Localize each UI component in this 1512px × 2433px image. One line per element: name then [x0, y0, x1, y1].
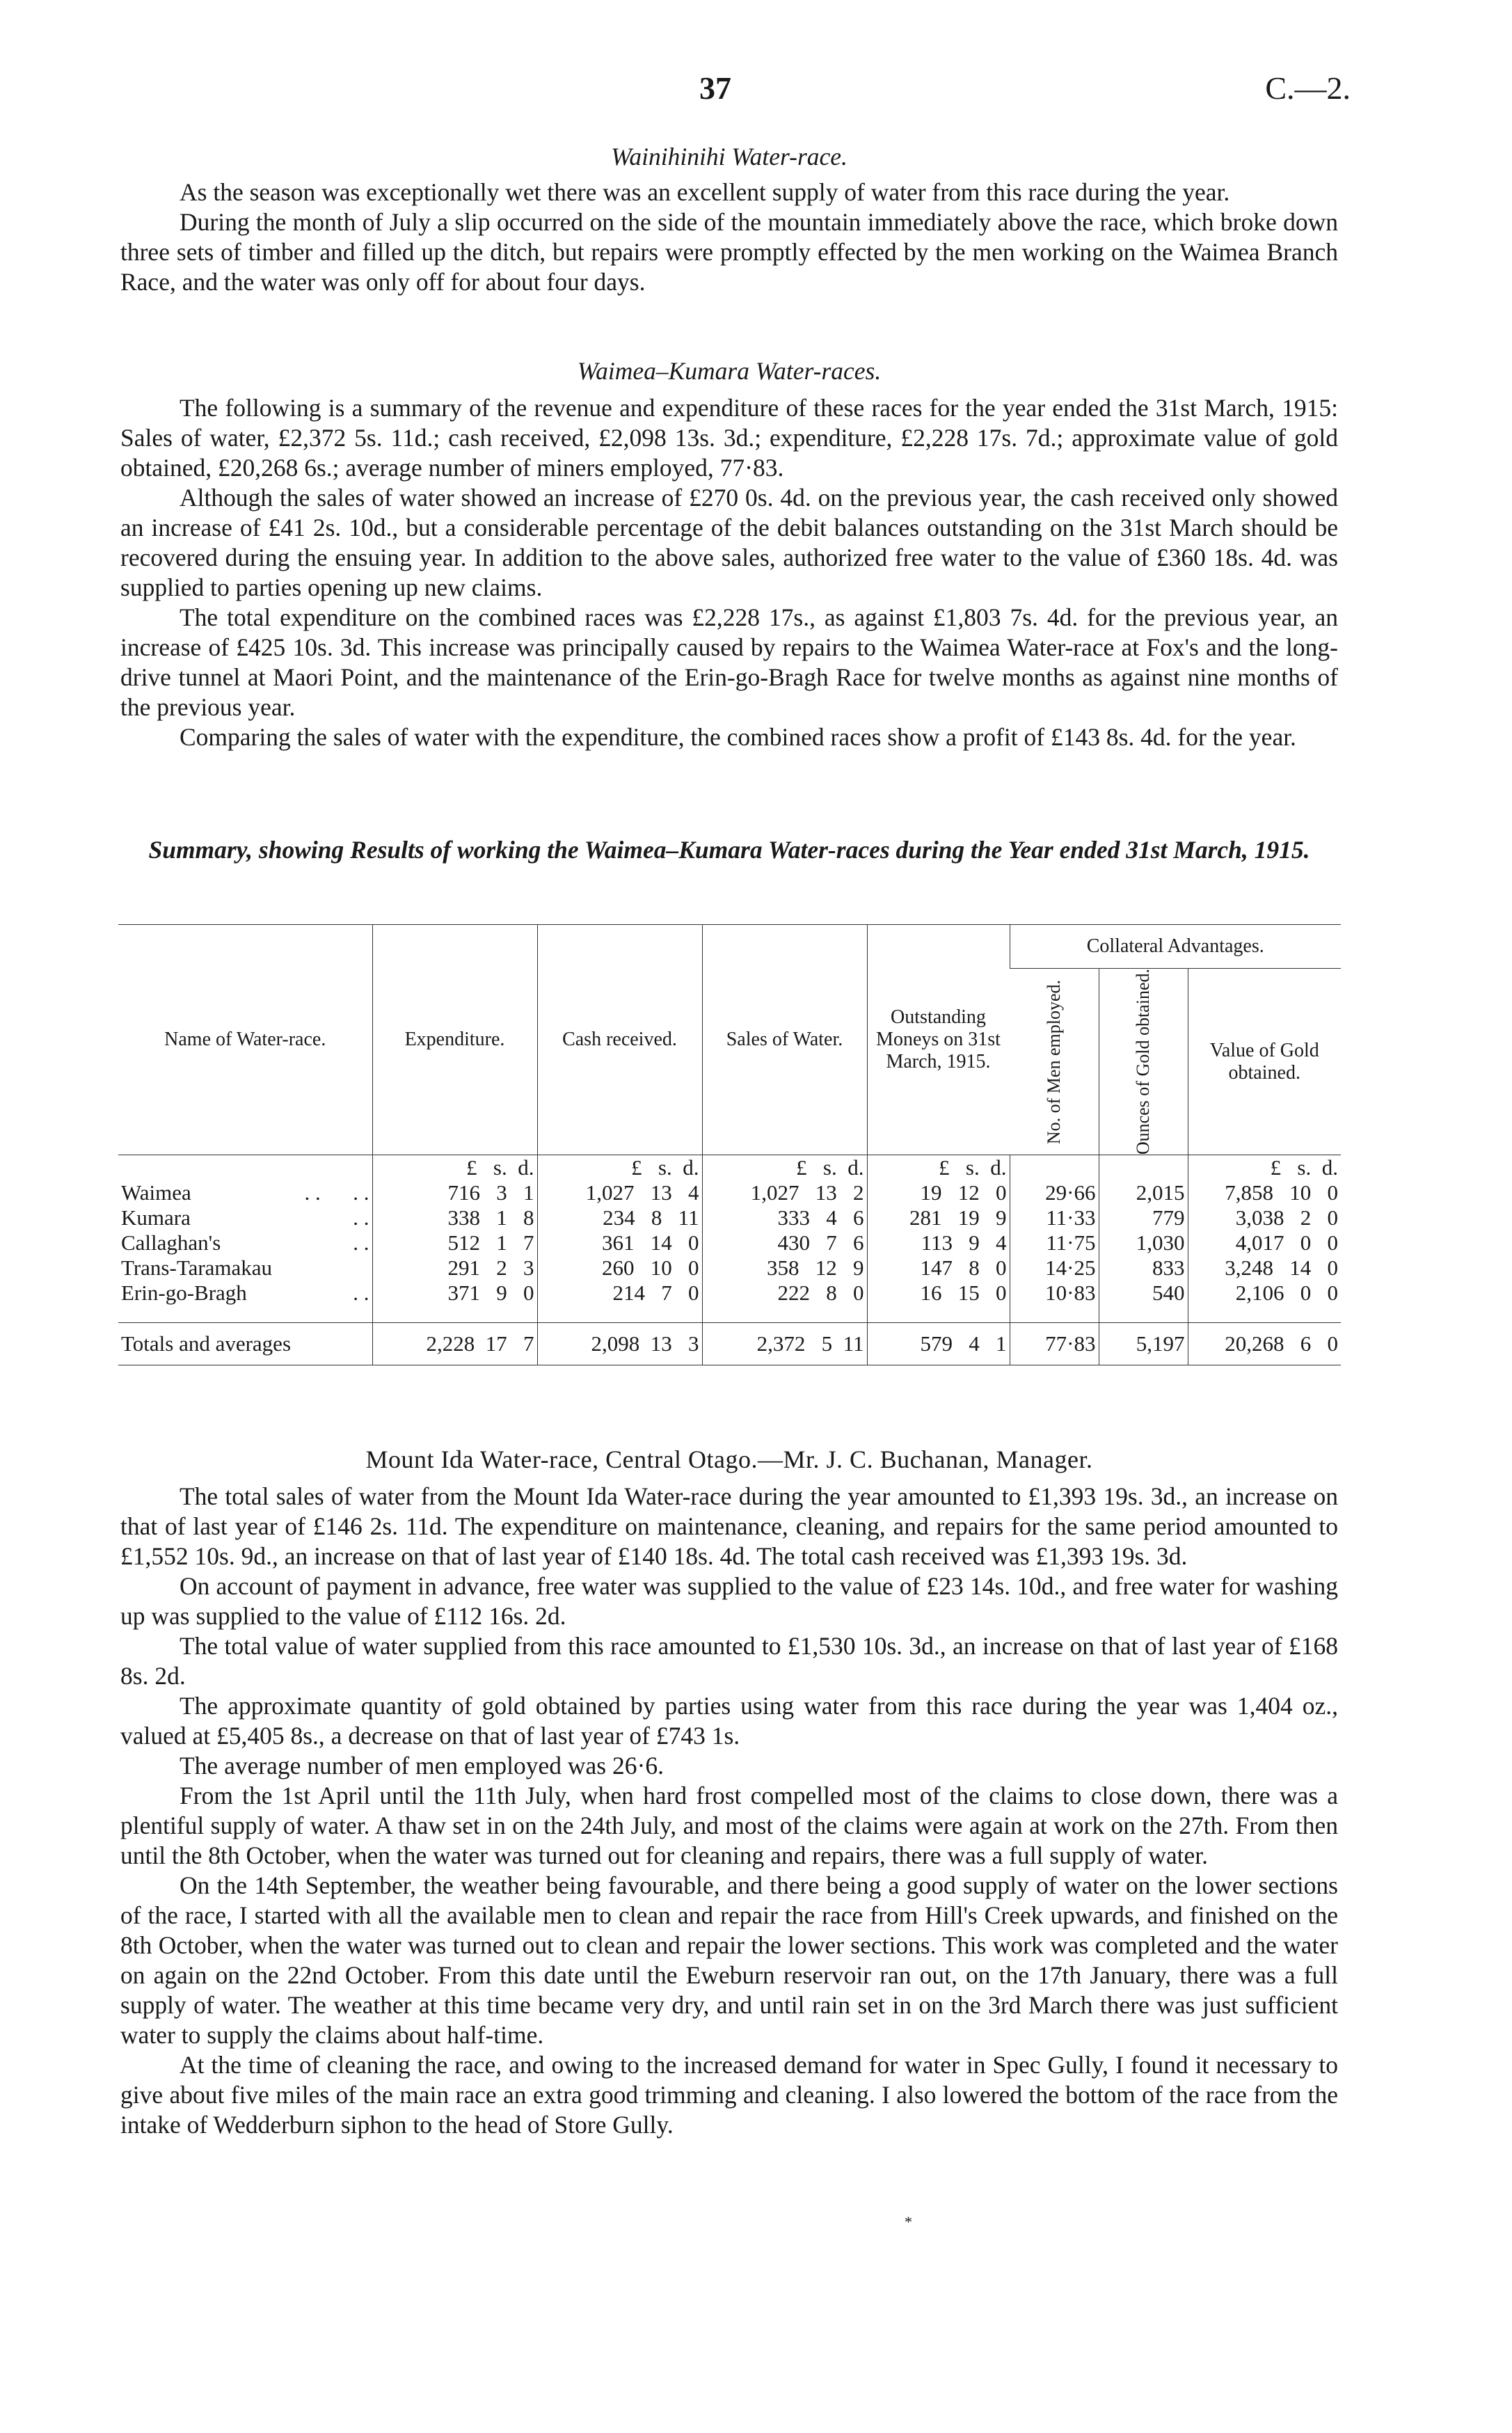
section-waimea-kumara	[120, 356, 1338, 752]
unit-pounds: £	[1270, 1155, 1282, 1180]
unit-shillings: s.	[493, 1155, 507, 1180]
unit-pounds: £	[939, 1155, 950, 1180]
race-name: Trans-Taramakau	[121, 1255, 273, 1281]
men-employed: 11·33	[1010, 1205, 1099, 1230]
table-caption-block	[120, 832, 1338, 867]
race-name: Callaghan's	[121, 1230, 221, 1255]
header-outstanding: Outstanding Moneys on 31st March, 1915.	[867, 925, 1010, 1155]
race-name: Waimea	[121, 1180, 191, 1205]
race-name: Erin-go-Bragh	[121, 1281, 247, 1306]
race-name: Kumara	[121, 1205, 191, 1230]
totals-row: Totals and averages 2,228 17 7 2,098 13 3 2,372 5 11 579 4 1 77·83 5,197 20,268 6 0	[118, 1323, 1341, 1365]
section-title: Mount Ida Water-race, Central Otago.—Mr. J. C. Buchanan, Manager.	[365, 1445, 1093, 1473]
unit-pence: d.	[847, 1155, 864, 1180]
leader-dots: . .	[353, 1281, 369, 1306]
table-row: Waimea . . . . 716 3 1 1,027 13 4 1,027 13 2 19 12 0 29·66 2,015 7,858 10 0	[118, 1180, 1341, 1205]
header-collateral: Collateral Advantages.	[1010, 925, 1341, 969]
unit-pence: d.	[990, 1155, 1007, 1180]
leader-dots: . .	[353, 1230, 369, 1255]
ounces-gold: 1,030	[1099, 1230, 1188, 1255]
unit-shillings: s.	[965, 1155, 980, 1180]
ounces-gold: 779	[1099, 1205, 1188, 1230]
paragraph: The following is a summary of the revenue and expenditure of these races for the year ended the 31st March, 1915: Sales of water, £2,372 5s. 11d.; cash received, £2,098 13s. 3d.; expenditure, £2,228 17s. 7d.; approximate value of gold obtained, £20,268 6s.; average number of miners employed, 77·83.	[120, 394, 1338, 482]
header-men: No. of Men employed.	[1043, 979, 1064, 1144]
ounces-gold: 833	[1099, 1255, 1188, 1281]
section-title: Waimea–Kumara Water-races.	[577, 357, 882, 385]
unit-pounds: £	[796, 1155, 807, 1180]
paragraph: From the 1st April until the 11th July, when hard frost compelled most of the claims to close down, there was a plentiful supply of water. A thaw set in on the 24th July, and most of the claims were again at work on the 27th. From then until the 8th October, when the water was turned out for cleaning and repairs, there was a full supply of water.	[120, 1782, 1338, 1869]
paragraph: On account of payment in advance, free water was supplied to the value of £23 14s. 10d., and free water for washing up was supplied to the value of £112 16s. 2d.	[120, 1572, 1338, 1630]
header-ounces: Ounces of Gold obtained.	[1133, 969, 1153, 1155]
page-number: 37	[699, 70, 731, 106]
paragraph: As the season was exceptionally wet there was an excellent supply of water from this race during the year.	[180, 178, 1230, 206]
leader-dots: . .	[353, 1205, 369, 1230]
units-row	[118, 1155, 1341, 1181]
table-row: Erin-go-Bragh . . 371 9 0 214 7 0 222 8 0 16 15 0 10·83 540 2,106 0 0	[118, 1281, 1341, 1306]
unit-pounds: £	[631, 1155, 642, 1180]
unit-pounds: £	[466, 1155, 477, 1180]
section-title: Wainihinihi Water-race.	[611, 143, 847, 171]
paragraph: The approximate quantity of gold obtained by parties using water from this race during the year was 1,404 oz., valued at £5,405 8s., a decrease on that of last year of £743 1s.	[120, 1692, 1338, 1750]
spacer-row	[118, 1306, 1341, 1323]
paragraph: At the time of cleaning the race, and owing to the increased demand for water in Spec Gully, I found it necessary to give about five miles of the main race an extra good trimming and cleaning. I also lowered the bottom of the race from the intake of Wedderburn siphon to the head of Store Gully.	[120, 2051, 1338, 2139]
header-sales: Sales of Water.	[702, 925, 867, 1155]
paragraph: Although the sales of water showed an increase of £270 0s. 4d. on the previous year, the cash received only showed an increase of £41 2s. 10d., but a considerable percentage of the debit balances outstanding on the 31st March should be recovered during the ensuing year. In addition to the above sales, authorized free water to the value of £360 18s. 4d. was supplied to parties opening up new claims.	[120, 484, 1338, 601]
paragraph: Comparing the sales of water with the expenditure, the combined races show a profit of £143 8s. 4d. for the year.	[180, 723, 1296, 751]
totals-label: Totals and averages	[118, 1323, 372, 1365]
header-value: Value of Gold obtained.	[1188, 969, 1341, 1155]
men-employed: 14·25	[1010, 1255, 1099, 1281]
men-employed: 29·66	[1010, 1180, 1099, 1205]
section-wainihinihi	[120, 142, 1338, 297]
paragraph: The average number of men employed was 26·6.	[180, 1752, 664, 1780]
section-mount-ida	[120, 1445, 1338, 2140]
ounces-gold: 540	[1099, 1281, 1188, 1306]
header-ounces-cell	[1099, 969, 1188, 1155]
paragraph: On the 14th September, the weather being favourable, and there being a good supply of water on the lower sections of the race, I started with all the available men to clean and repair the race from Hill's Creek upwards, and finished on the 8th October, when the water was turned out to clean and repair the lower sections. This work was completed and the water on again on the 22nd October. From this date until the Eweburn reservoir ran out, on the 17th January, there was a full supply of water. The weather at this time became very dry, and until rain set in on the 3rd March there was just sufficient water to supply the claims about half-time.	[120, 1871, 1338, 2049]
header-name: Name of Water-race.	[118, 925, 372, 1155]
paragraph: The total expenditure on the combined races was £2,228 17s., as against £1,803 7s. 4d. for the previous year, an increase of £425 10s. 3d. This increase was principally caused by repairs to the Waimea Water-race at Fox's and the long-drive tunnel at Maori Point, and the maintenance of the Erin-go-Bragh Race for twelve months as against nine months of the previous year.	[120, 603, 1338, 721]
unit-pence: d.	[1321, 1155, 1338, 1180]
header-cash-received: Cash received.	[537, 925, 702, 1155]
table-row: Callaghan's . . 512 1 7 361 14 0 430 7 6 113 9 4 11·75 1,030 4,017 0 0	[118, 1230, 1341, 1255]
page-reference: C.—2.	[1265, 70, 1351, 106]
summary-table	[118, 924, 1341, 1365]
paragraph: During the month of July a slip occurred on the side of the mountain immediately above the race, which broke down three sets of timber and filled up the ditch, but repairs were promptly effected by the men working on the Waimea Branch Race, and the water was only off for about four days.	[120, 208, 1338, 296]
unit-pence: d.	[518, 1155, 534, 1180]
unit-pence: d.	[683, 1155, 699, 1180]
table-row: Trans-Taramakau 291 2 3 260 10 0 358 12 9 147 8 0 14·25 833 3,248 14 0	[118, 1255, 1341, 1281]
totals-ounces: 5,197	[1099, 1323, 1188, 1365]
page-header	[0, 70, 1512, 118]
table-row: Kumara . . 338 1 8 234 8 11 333 4 6 281 19 9 11·33 779 3,038 2 0	[118, 1205, 1341, 1230]
unit-shillings: s.	[658, 1155, 672, 1180]
leader-dots: . . . .	[304, 1180, 369, 1205]
footer-mark: *	[905, 2213, 912, 2230]
unit-shillings: s.	[822, 1155, 837, 1180]
men-employed: 10·83	[1010, 1281, 1099, 1306]
paragraph: The total sales of water from the Mount Ida Water-race during the year amounted to £1,393 19s. 3d., an increase on that of last year of £146 2s. 11d. The expenditure on maintenance, cleaning, and repairs for the same period amounted to £1,552 10s. 9d., an increase on that of last year of £140 18s. 4d. The total cash received was £1,393 19s. 3d.	[120, 1482, 1338, 1570]
table-caption: Summary, showing Results of working the Waimea–Kumara Water-races during the Year ended 31st March, 1915.	[148, 836, 1310, 864]
header-men-cell	[1010, 969, 1099, 1155]
header-expenditure: Expenditure.	[372, 925, 537, 1155]
totals-men: 77·83	[1010, 1323, 1099, 1365]
unit-shillings: s.	[1297, 1155, 1312, 1180]
men-employed: 11·75	[1010, 1230, 1099, 1255]
ounces-gold: 2,015	[1099, 1180, 1188, 1205]
paragraph: The total value of water supplied from this race amounted to £1,530 10s. 3d., an increase on that of last year of £168 8s. 2d.	[120, 1632, 1338, 1690]
table-body	[118, 1180, 1341, 1323]
